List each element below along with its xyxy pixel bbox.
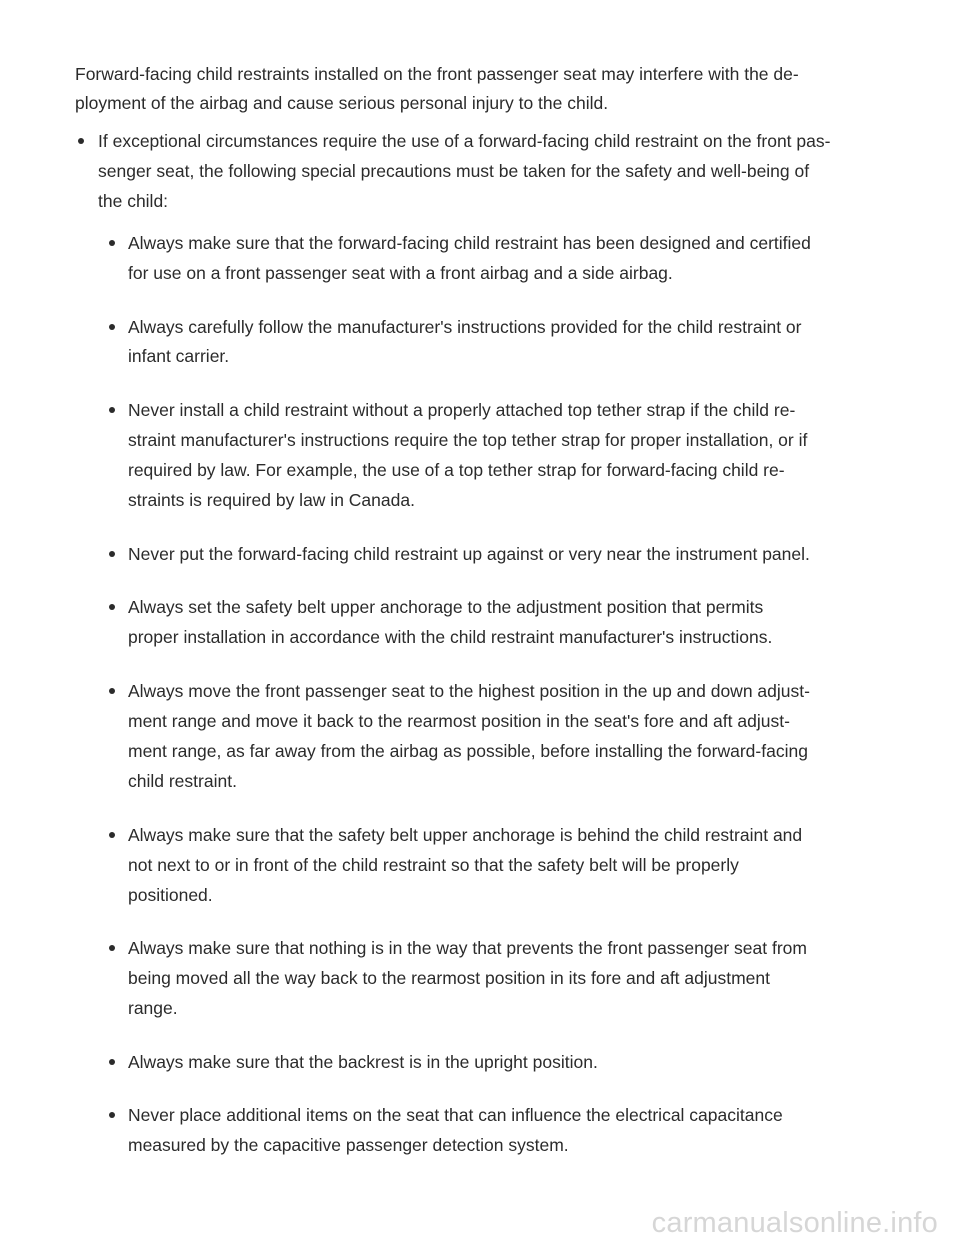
sub-bullet-line: ment range and move it back to the rearmost position in the seat's fore and aft adjust- (128, 711, 790, 731)
sub-bullet-line: Always make sure that the forward-facing child restraint has been designed and certified (128, 233, 811, 253)
sub-bullet-line: required by law. For example, the use of a top tether strap for forward-facing child re- (128, 460, 785, 480)
sub-bullet-line: not next to or in front of the child restraint so that the safety belt will be properly (128, 855, 739, 875)
sub-bullet-line: Never install a child restraint without a properly attached top tether strap if the child re- (128, 400, 796, 420)
sub-bullet-line: Never place additional items on the seat that can influence the electrical capacitance (128, 1105, 783, 1125)
bullet-icon (109, 832, 115, 838)
sub-bullet-line: range. (128, 998, 178, 1018)
sub-bullet-line: proper installation in accordance with the child restraint manufacturer's instructions. (128, 627, 773, 647)
sub-bullet-line: ment range, as far away from the airbag as possible, before installing the forward-facing (128, 741, 808, 761)
sub-bullet-line: Always make sure that nothing is in the way that prevents the front passenger seat from (128, 938, 807, 958)
main-bullet-line: the child: (98, 191, 169, 211)
bullet-icon (109, 1059, 115, 1065)
main-bullet-line: If exceptional circumstances require the use of a forward-facing child restraint on the front pas- (98, 131, 831, 151)
bullet-icon (109, 688, 115, 694)
bullet-icon (109, 1112, 115, 1118)
sub-bullet-line: Always make sure that the safety belt upper anchorage is behind the child restraint and (128, 825, 803, 845)
sub-bullet-line: child restraint. (128, 771, 237, 791)
main-bullet-line: senger seat, the following special precautions must be taken for the safety and well-being of (98, 161, 810, 181)
sub-bullet-line: Always move the front passenger seat to the highest position in the up and down adjust- (128, 681, 810, 701)
bullet-icon (109, 945, 115, 951)
sub-bullet-line: measured by the capacitive passenger detection system. (128, 1135, 569, 1155)
watermark-text: carmanualsonline.info (651, 1207, 938, 1239)
sub-bullet-line: Always make sure that the backrest is in the upright position. (128, 1052, 598, 1072)
sub-bullet-line: Never put the forward-facing child restraint up against or very near the instrument panel. (128, 544, 810, 564)
sub-bullet-line: infant carrier. (128, 346, 230, 366)
intro-line: Forward-facing child restraints installed on the front passenger seat may interfere with the de- (75, 64, 799, 84)
sub-bullet-line: straint manufacturer's instructions require the top tether strap for proper installation, or if (128, 430, 808, 450)
sub-bullet-line: positioned. (128, 885, 213, 905)
sub-bullet-line: Always set the safety belt upper anchorage to the adjustment position that permits (128, 597, 764, 617)
bullet-icon (109, 604, 115, 610)
sub-bullet-line: Always carefully follow the manufacturer's instructions provided for the child restraint or (128, 317, 802, 337)
sub-bullet-line: for use on a front passenger seat with a front airbag and a side airbag. (128, 263, 673, 283)
bullet-icon (109, 324, 115, 330)
bullet-icon (78, 138, 84, 144)
bullet-icon (109, 551, 115, 557)
sub-bullet-line: being moved all the way back to the rearmost position in its fore and aft adjustment (128, 968, 771, 988)
bullet-icon (109, 407, 115, 413)
bullet-icon (109, 240, 115, 246)
sub-bullet-line: straints is required by law in Canada. (128, 490, 415, 510)
intro-line: ployment of the airbag and cause serious personal injury to the child. (75, 93, 609, 113)
